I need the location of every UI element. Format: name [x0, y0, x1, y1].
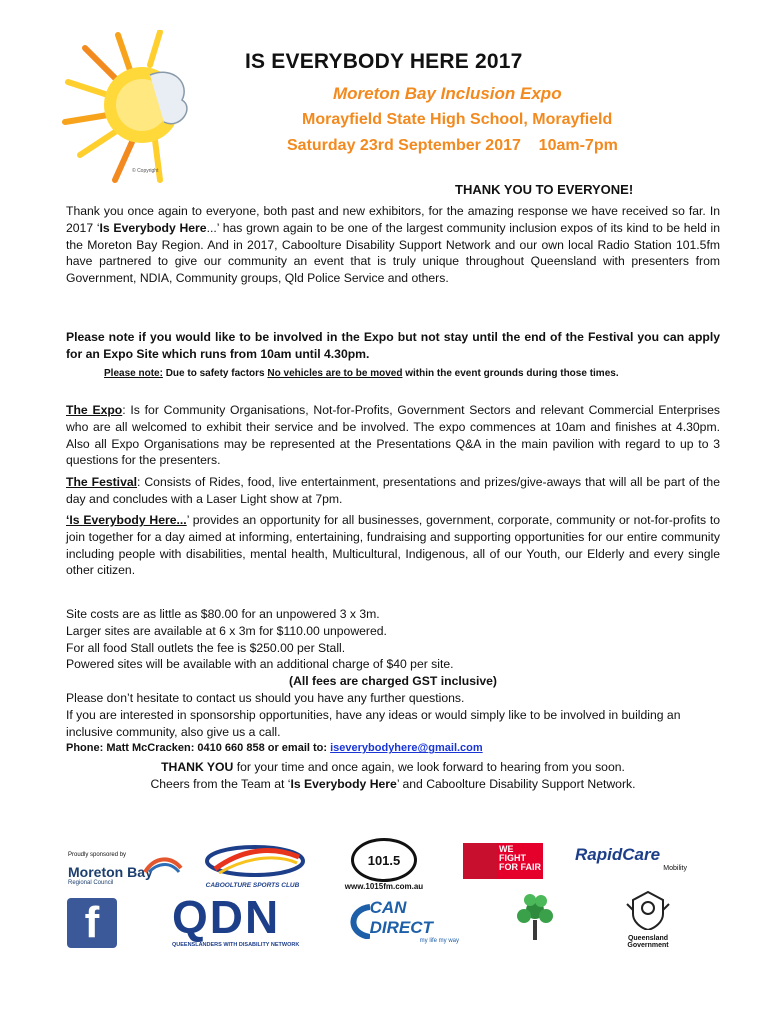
moreton-wave-icon [143, 854, 183, 874]
contact-line: Please don’t hesitate to contact us should you have any further questions. [66, 690, 465, 705]
caboolture-swoosh-icon [195, 845, 310, 877]
tree-logo [510, 890, 560, 950]
caboolture-sports-logo [195, 845, 310, 890]
safety-note-underlined: No vehicles are to be moved [267, 368, 403, 379]
expo-label: The Expo [66, 403, 123, 417]
tree-icon [510, 890, 560, 950]
closing-cheers [66, 776, 720, 793]
qld-crest-icon [623, 888, 673, 930]
event-date: Saturday 23rd September 2017 [287, 137, 521, 154]
intro-bold: Is Everybody Here [99, 220, 207, 235]
we-fight-for-fair-logo [463, 843, 543, 879]
event-venue: Morayfield State High School, Morayfield [302, 111, 613, 128]
can-direct-text: CAN DIRECT [369, 898, 433, 937]
rapidcare-sub: Mobility [663, 865, 687, 872]
cost-line: Larger sites are available at 6 x 3m for $110.00 unpowered. [66, 623, 387, 638]
event-date-time [287, 137, 618, 155]
safety-note-rest: within the event grounds during those times. [402, 368, 619, 379]
moreton-bay-text: Moreton Bay [68, 864, 153, 880]
ieh-paragraph [66, 512, 720, 579]
intro-rest: ...’ has grown again to be one of the largest community inclusion expos of its kind to be held in the Moreton Bay Region. And in 2017, Caboolture Disability Support Network and our own local Radio Station 101.5fm have partnered to give our community an event that is truly unique throughout Queensland with presenters from Government, NDIA, Community groups, Qld Police Service and others. [66, 220, 720, 286]
radio-url: www.1015fm.com.au [344, 882, 424, 891]
event-logo [60, 30, 210, 190]
queensland-government-logo [618, 888, 678, 958]
caboolture-text: CABOOLTURE SPORTS CLUB [205, 882, 300, 889]
cheers-c: ’ and Caboolture Disability Support Network. [396, 776, 636, 791]
note-paragraph: Please note if you would like to be involved in the Expo but not stay until the end of the Festival you can apply for an Expo Site which runs from 10am until 4.30pm. [66, 330, 720, 361]
closing-ty-rest: for your time and once again, we look forward to hearing from you soon. [233, 760, 625, 775]
can-direct-logo [344, 900, 459, 942]
safety-note-label: Please note: [104, 368, 163, 379]
can-direct-swoosh-icon [344, 903, 370, 939]
expo-text: : Is for Community Organisations, Not-for-Profits, Government Sectors and relevant Commercial Enterprises who are all welcomed to exhibit their service and be involved. The expo commences at 10am and finishes at 4.30pm. Also all Expo Organisations may be represented at the Presentations Q&A in the main pavilion with regard to up to 3 questions for the presenters. [66, 403, 720, 468]
event-subtitle: Moreton Bay Inclusion Expo [333, 84, 562, 103]
facebook-logo[interactable] [67, 898, 117, 948]
safety-note [104, 368, 619, 379]
phone-line [66, 740, 720, 757]
rapidcare-logo [575, 845, 695, 875]
proudly-sponsored-text: Proudly sponsored by [68, 852, 127, 858]
expo-paragraph [66, 402, 720, 469]
email-link[interactable]: iseverybodyhere@gmail.com [330, 742, 483, 755]
gst-note: (All fees are charged GST inclusive) [289, 674, 497, 689]
closing-ty: THANK YOU [161, 760, 234, 775]
ieh-label: ‘Is Everybody Here... [66, 513, 187, 527]
festival-text: : Consists of Rides, food, live entertainment, presentations and prizes/give-aways that will all be part of the day and concludes with a Laser Light show at 7pm. [66, 475, 720, 506]
qdn-logo [172, 891, 304, 950]
costs-list [66, 606, 720, 793]
cost-line: For all food Stall outlets the fee is $250.00 per Stall. [66, 640, 346, 655]
phone-text: Phone: Matt McCracken: 0410 660 858 or email to: [66, 742, 331, 755]
can-direct-sub: my life my way [419, 938, 459, 944]
radio-text: 101.5 [351, 838, 417, 882]
cheers-a: Cheers from the Team at ‘ [150, 776, 291, 791]
qdn-sub: QUEENSLANDERS WITH DISABILITY NETWORK [172, 942, 300, 948]
intro-paragraph [66, 203, 720, 287]
cost-line: Site costs are as little as $80.00 for an unpowered 3 x 3m. [66, 607, 380, 621]
page-title: IS EVERYBODY HERE 2017 [245, 50, 523, 73]
intro-text: Thank you once again to everyone, both past and new exhibitors, for the amazing response we have received so far. In 2017 ‘ [66, 204, 720, 235]
thanks-heading: THANK YOU TO EVERYONE! [455, 182, 634, 197]
moreton-bay-sub: Regional Council [68, 880, 114, 886]
radio-1015-logo [334, 838, 434, 890]
svg-text:© Copyright: © Copyright [132, 168, 159, 174]
ieh-text: ’ provides an opportunity for all businesses, government, corporate, community or not-for-profits to join together for a day aimed at informing, entertaining, fundraising and supporting opportunities for our entire community including people with disabilities, mental health, Multicultural, Indigenous, all of our Youth, our Elderly and every single other citizen. [66, 513, 720, 578]
festival-label: The Festival [66, 475, 138, 489]
rapidcare-text: RapidCare [575, 845, 661, 864]
sponsorship-line: If you are interested in sponsorship opportunities, have any ideas or would simply like to be involved in building an inclusive community, also give us a call. [66, 707, 681, 739]
we-fight-text: WE FIGHT FOR FAIR [497, 843, 543, 879]
facebook-f-icon: f [84, 898, 100, 947]
closing-thanks [66, 759, 720, 776]
event-time: 10am-7pm [538, 137, 618, 154]
safety-note-text: Due to safety factors [162, 368, 268, 379]
qld-text: Queensland Government [627, 935, 669, 949]
cheers-b: Is Everybody Here [290, 776, 397, 791]
festival-paragraph [66, 474, 720, 508]
qdn-text: QDN [172, 891, 281, 943]
moreton-bay-logo [68, 852, 183, 892]
cost-line: Powered sites will be available with an additional charge of $40 per site. [66, 657, 454, 672]
